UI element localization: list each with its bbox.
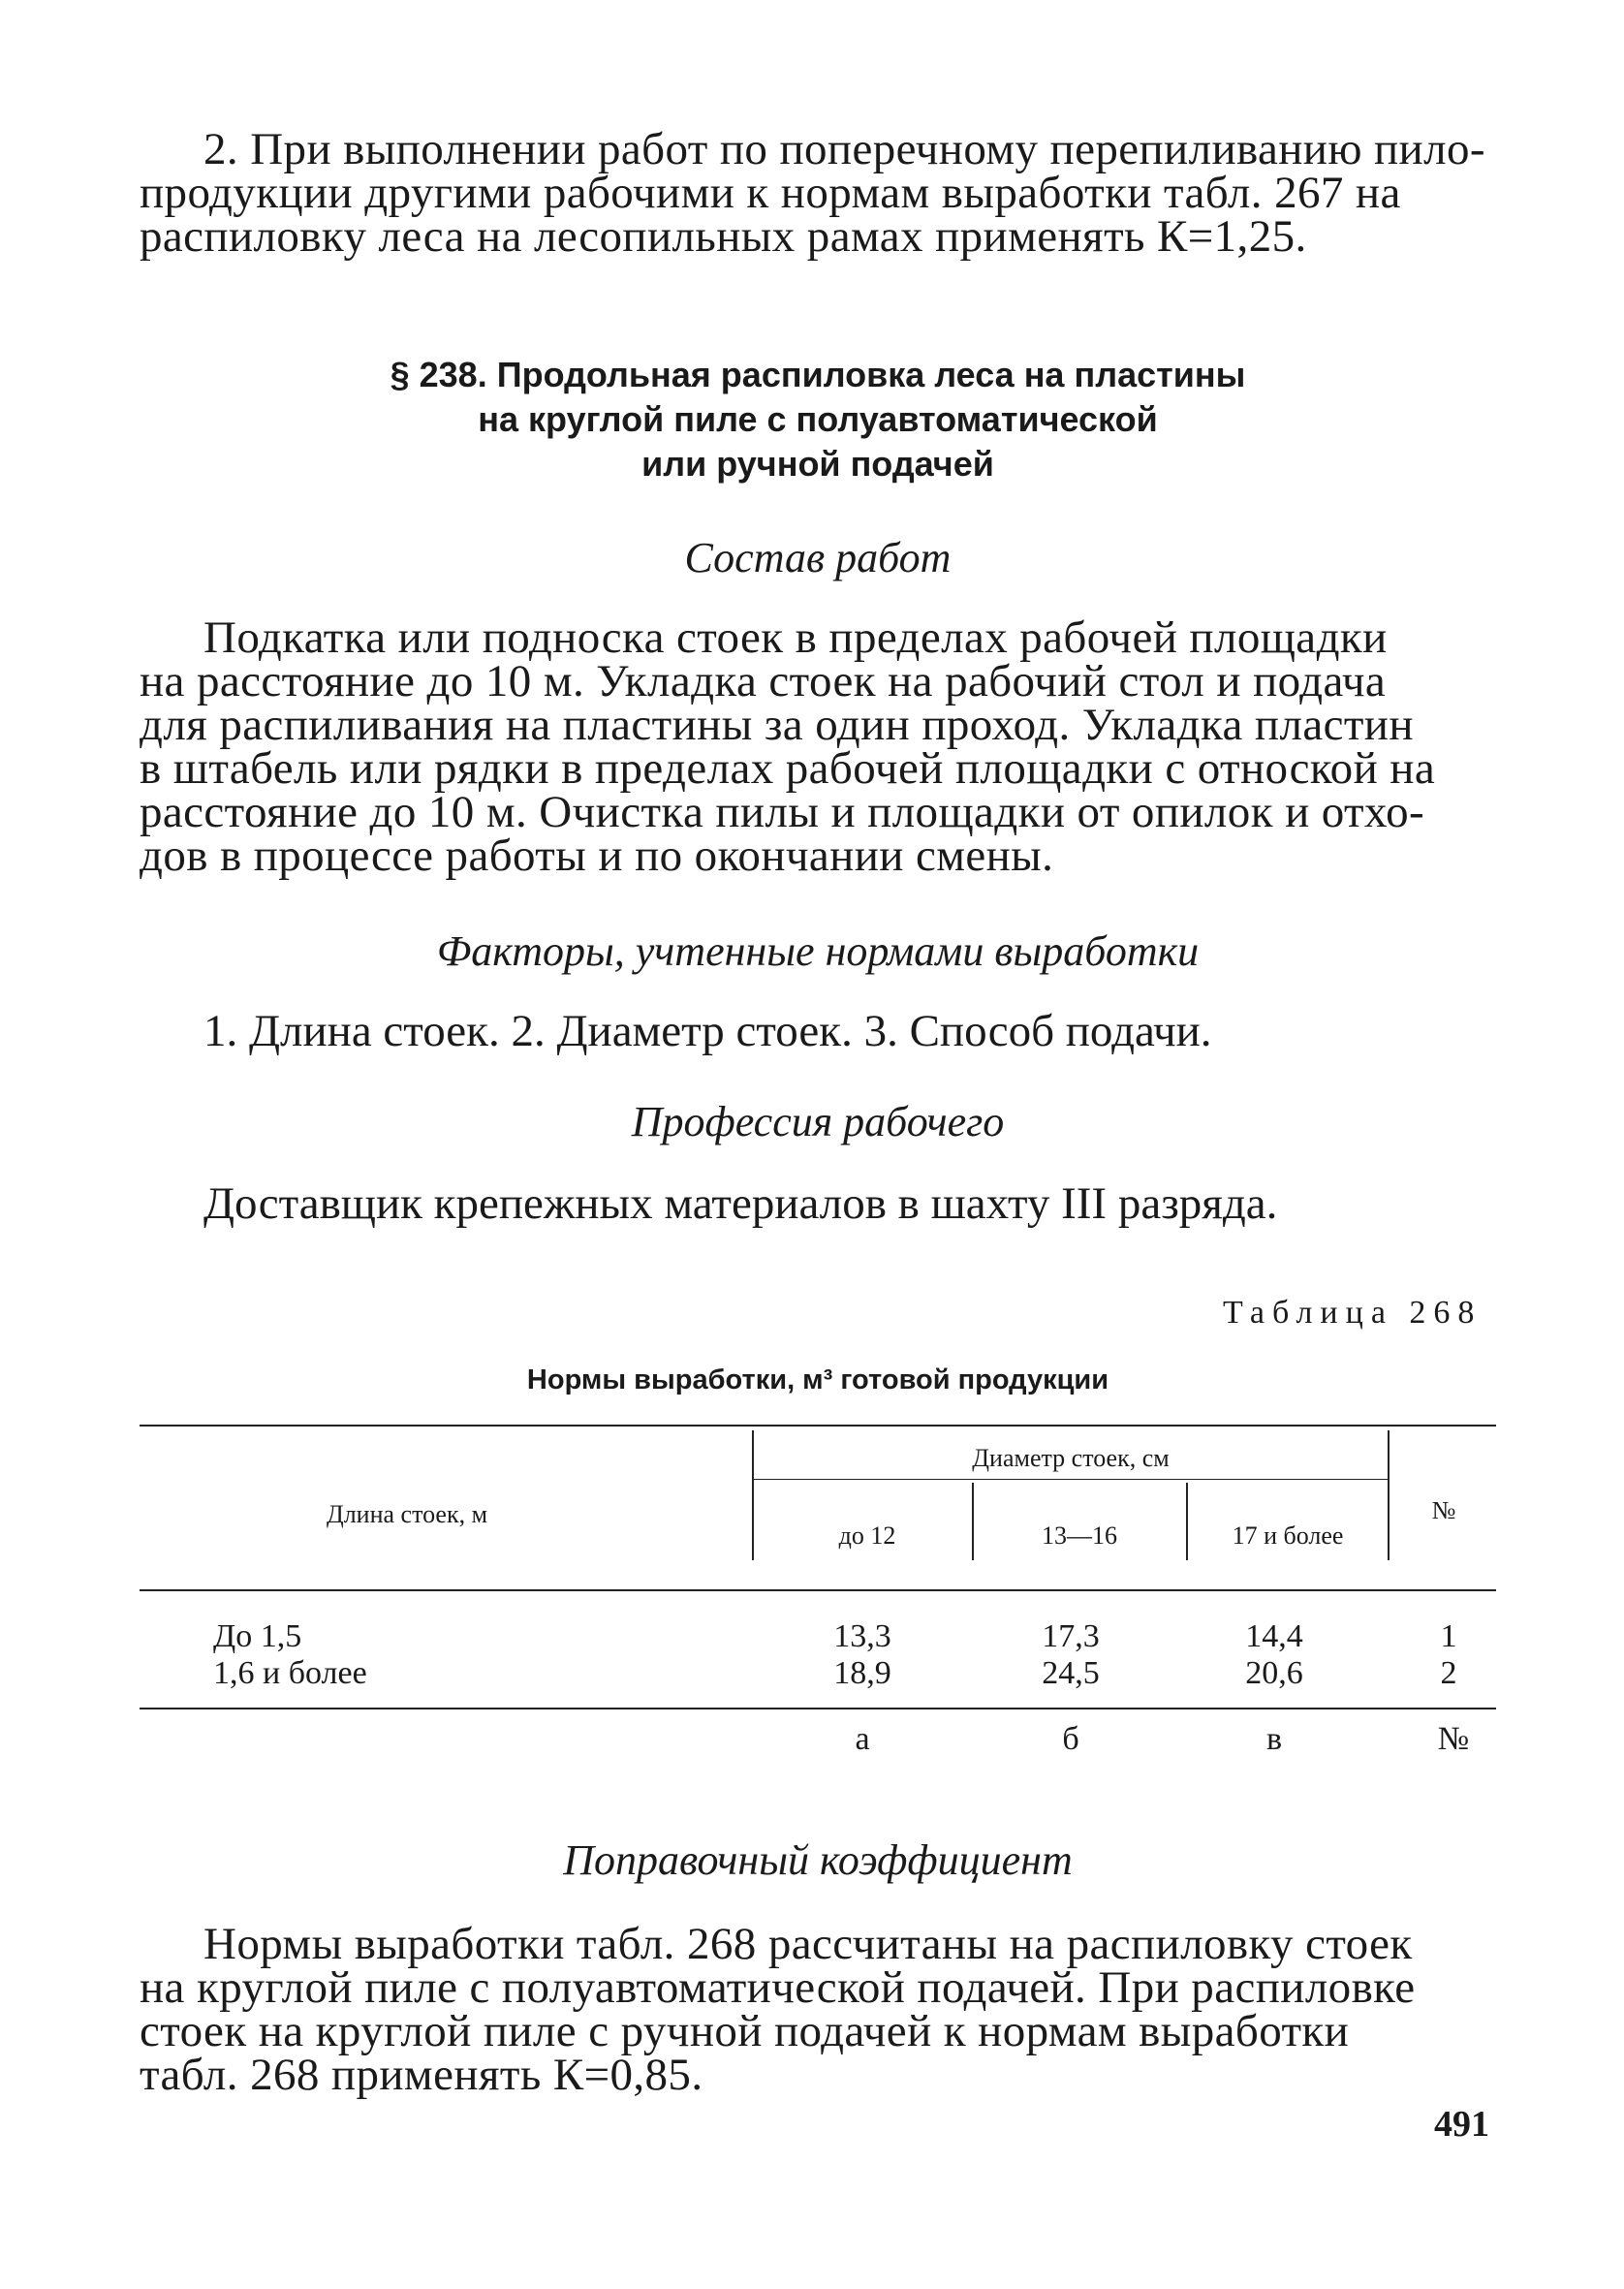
header-divider — [1388, 1430, 1390, 1560]
section-heading — [140, 353, 1496, 486]
correction-line: Нормы выработки табл. 268 рассчитаны на распиловку стоек — [203, 1919, 1413, 1969]
table-title: Нормы выработки, м³ готовой продукции — [526, 1364, 1109, 1395]
row-value: 24,5 — [1042, 1655, 1100, 1691]
footer-label: № — [1437, 1721, 1470, 1757]
footer-label: в — [1265, 1721, 1283, 1757]
header-number: № — [1431, 1496, 1456, 1524]
header-length: Длина стоек, м — [326, 1500, 488, 1528]
section-heading-line: или ручной подачей — [641, 444, 994, 484]
row-num: 2 — [1440, 1655, 1457, 1691]
footer-label: а — [855, 1721, 870, 1757]
page-number: 491 — [1434, 2104, 1489, 2145]
row-value: 17,3 — [1042, 1618, 1100, 1654]
work-line: расстояние до 10 м. Очистка пилы и площадки от опилок и отхо- — [140, 787, 1425, 837]
work-composition-text — [140, 612, 1496, 881]
row-value: 18,9 — [833, 1655, 891, 1691]
correction-line: стоек на круглой пиле с ручной подачей к нормам выработки — [140, 2006, 1350, 2056]
factors-title: Факторы, учтенные нормами выработки — [436, 927, 1200, 975]
note-line: продукции другими рабочими к нормам выработки табл. 267 на — [140, 168, 1401, 218]
header-diameter: Диаметр стоек, см — [972, 1444, 1170, 1472]
row-value: 13,3 — [833, 1618, 891, 1654]
note-2 — [140, 124, 1496, 262]
table-top-rule — [140, 1425, 1496, 1427]
row-value: 20,6 — [1245, 1655, 1303, 1691]
row-value: 14,4 — [1245, 1618, 1303, 1654]
note-line: распиловку леса на лесопильных рамах применять К=1,25. — [140, 211, 1307, 262]
row-length: До 1,5 — [213, 1618, 302, 1654]
section-heading-line: § 238. Продольная распиловка леса на пластины — [390, 355, 1246, 394]
header-col-b: 13—16 — [1042, 1521, 1117, 1550]
section-heading-line: на круглой пиле с полуавтоматической — [478, 399, 1158, 439]
work-line: Подкатка или подноска стоек в пределах рабочей площадки — [203, 612, 1388, 663]
header-divider — [752, 1430, 754, 1560]
work-line: дов в процессе работы и по окончании смены. — [140, 831, 1054, 881]
correction-text — [140, 1919, 1496, 2100]
row-length: 1,6 и более — [213, 1655, 367, 1691]
row-num: 1 — [1440, 1618, 1457, 1654]
profession-title: Профессия рабочего — [631, 1098, 1005, 1145]
table-bottom-rule — [140, 1708, 1496, 1709]
table-caption: Таблица 268 — [1223, 1295, 1483, 1331]
header-col-c: 17 и более — [1232, 1521, 1344, 1550]
correction-line: табл. 268 применять К=0,85. — [140, 2050, 703, 2100]
correction-title: Поправочный коэффициент — [563, 1836, 1073, 1884]
work-line: в штабель или рядки в пределах рабочей площадки с отноской на — [140, 743, 1436, 794]
factors-text: 1. Длина стоек. 2. Диаметр стоек. 3. Способ подачи. — [203, 1006, 1212, 1056]
header-col-a: до 12 — [838, 1521, 896, 1550]
footer-label: б — [1062, 1721, 1079, 1757]
profession-text: Доставщик крепежных материалов в шахту III разряда. — [203, 1178, 1278, 1229]
note-line: 2. При выполнении работ по поперечному перепиливанию пило- — [203, 124, 1485, 174]
group-underline — [754, 1479, 1388, 1480]
header-divider — [1186, 1483, 1188, 1560]
work-composition-title: Состав работ — [684, 534, 952, 581]
work-line: на расстояние до 10 м. Укладка стоек на рабочий стол и подача — [140, 656, 1387, 706]
header-divider — [972, 1483, 974, 1560]
header-bottom-rule — [140, 1589, 1496, 1591]
work-line: для распиливания на пластины за один проход. Укладка пластин — [140, 700, 1414, 750]
correction-line: на круглой пиле с полуавтоматической подачей. При распиловке — [140, 1962, 1416, 2013]
